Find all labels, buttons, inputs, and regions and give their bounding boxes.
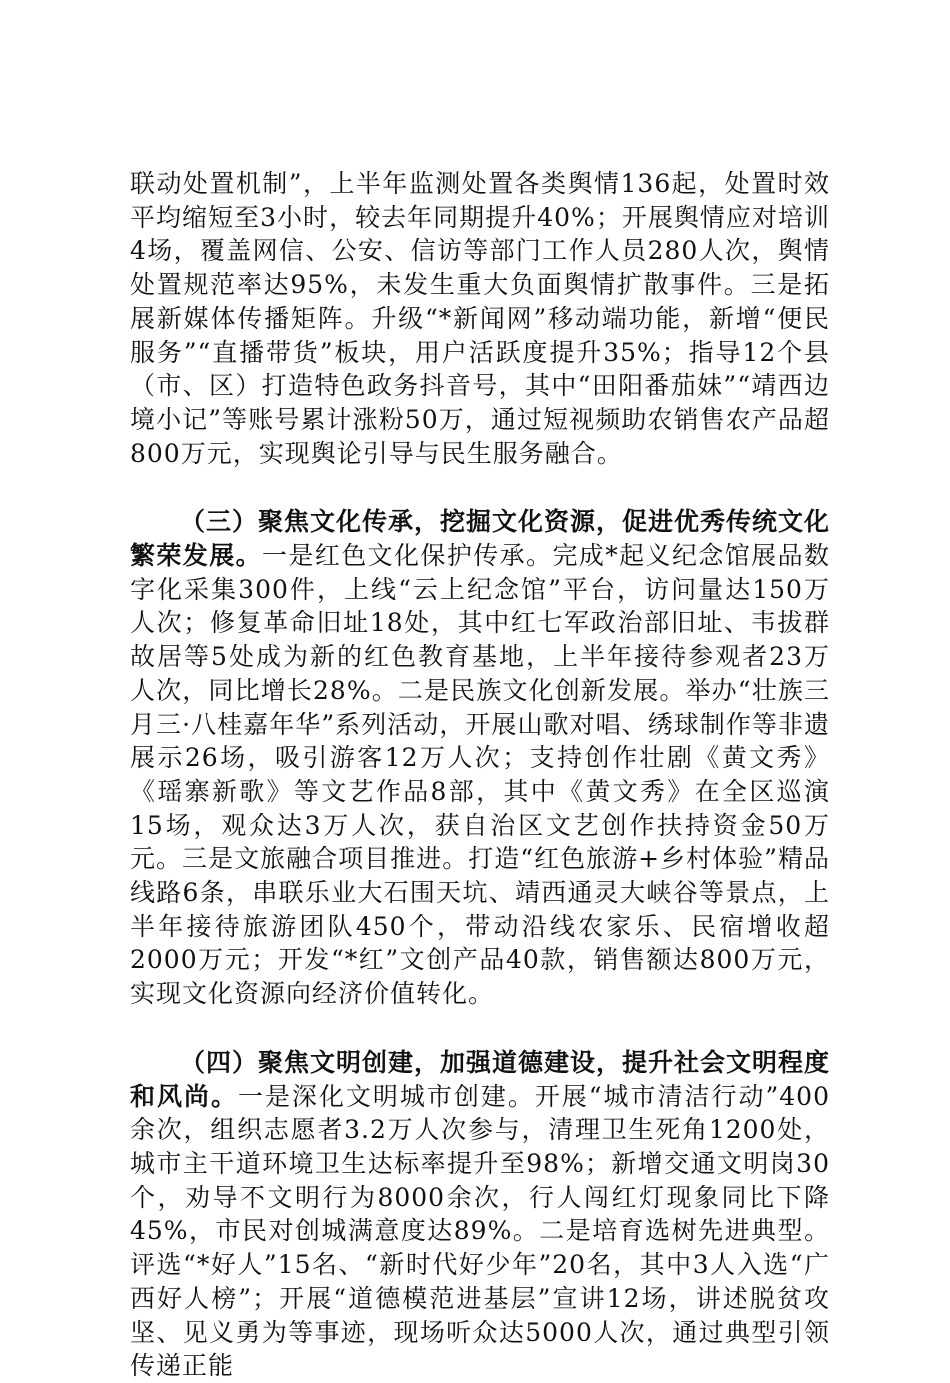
paragraph-gap <box>130 470 830 505</box>
paragraph-section-three <box>130 505 830 1011</box>
section-four-body: 一是深化文明城市创建。开展“城市清洁行动”400余次，组织志愿者3.2万人次参与，清理卫生死角1200处，城市主干道环境卫生达标率提升至98%；新增交通文明岗30个，劝导不文明行为8000余次，行人闯红灯现象同比下降45%，市民对创城满意度达89%。二是培育选树先进典型。评选“*好人”15名、“新时代好少年”20名，其中3人入选“广西好人榜”；开展“道德模范进基层”宣讲12场，讲述脱贫攻坚、见义勇为等事迹，现场听众达5000人次，通过典型引领传递正能 <box>130 1081 830 1381</box>
paragraph-body-text: 联动处置机制”，上半年监测处置各类舆情136起，处置时效平均缩短至3小时，较去年同期提升40%；开展舆情应对培训4场，覆盖网信、公安、信访等部门工作人员280人次，舆情处置规范率达95%，未发生重大负面舆情扩散事件。三是拓展新媒体传播矩阵。升级“*新闻网”移动端功能，新增“便民服务”“直播带货”板块，用户活跃度提升35%；指导12个县（市、区）打造特色政务抖音号，其中“田阳番茄妹”“靖西边境小记”等账号累计涨粉50万，通过短视频助农销售农产品超800万元，实现舆论引导与民生服务融合。 <box>130 169 830 468</box>
paragraph-section-four <box>130 1046 830 1383</box>
paragraph-continuation <box>130 167 830 470</box>
section-four-heading: （四）聚焦文明创建，加强道德建设，提升社会文明程度和风尚。 <box>130 1047 831 1111</box>
paragraph-gap <box>130 1011 830 1046</box>
section-three-body: 一是红色文化保护传承。完成*起义纪念馆展品数字化采集300件，上线“云上纪念馆”平台，访问量达150万人次；修复革命旧址18处，其中红七军政治部旧址、韦拔群故居等5处成为新的红色教育基地，上半年接待参观者23万人次，同比增长28%。二是民族文化创新发展。举办“壮族三月三·八桂嘉年华”系列活动，开展山歌对唱、绣球制作等非遗展示26场，吸引游客12万人次；支持创作壮剧《黄文秀》《瑶寨新歌》等文艺作品8部，其中《黄文秀》在全区巡演15场，观众达3万人次，获自治区文艺创作扶持资金50万元。三是文旅融合项目推进。打造“红色旅游+乡村体验”精品线路6条，串联乐业大石围天坑、靖西通灵大峡谷等景点，上半年接待旅游团队450个，带动沿线农家乐、民宿增收超2000万元；开发“*红”文创产品40款，销售额达800万元，实现文化资源向经济价值转化。 <box>130 541 830 1009</box>
document-body <box>130 167 830 1383</box>
section-three-heading: （三）聚焦文化传承，挖掘文化资源，促进优秀传统文化繁荣发展。 <box>130 507 831 571</box>
